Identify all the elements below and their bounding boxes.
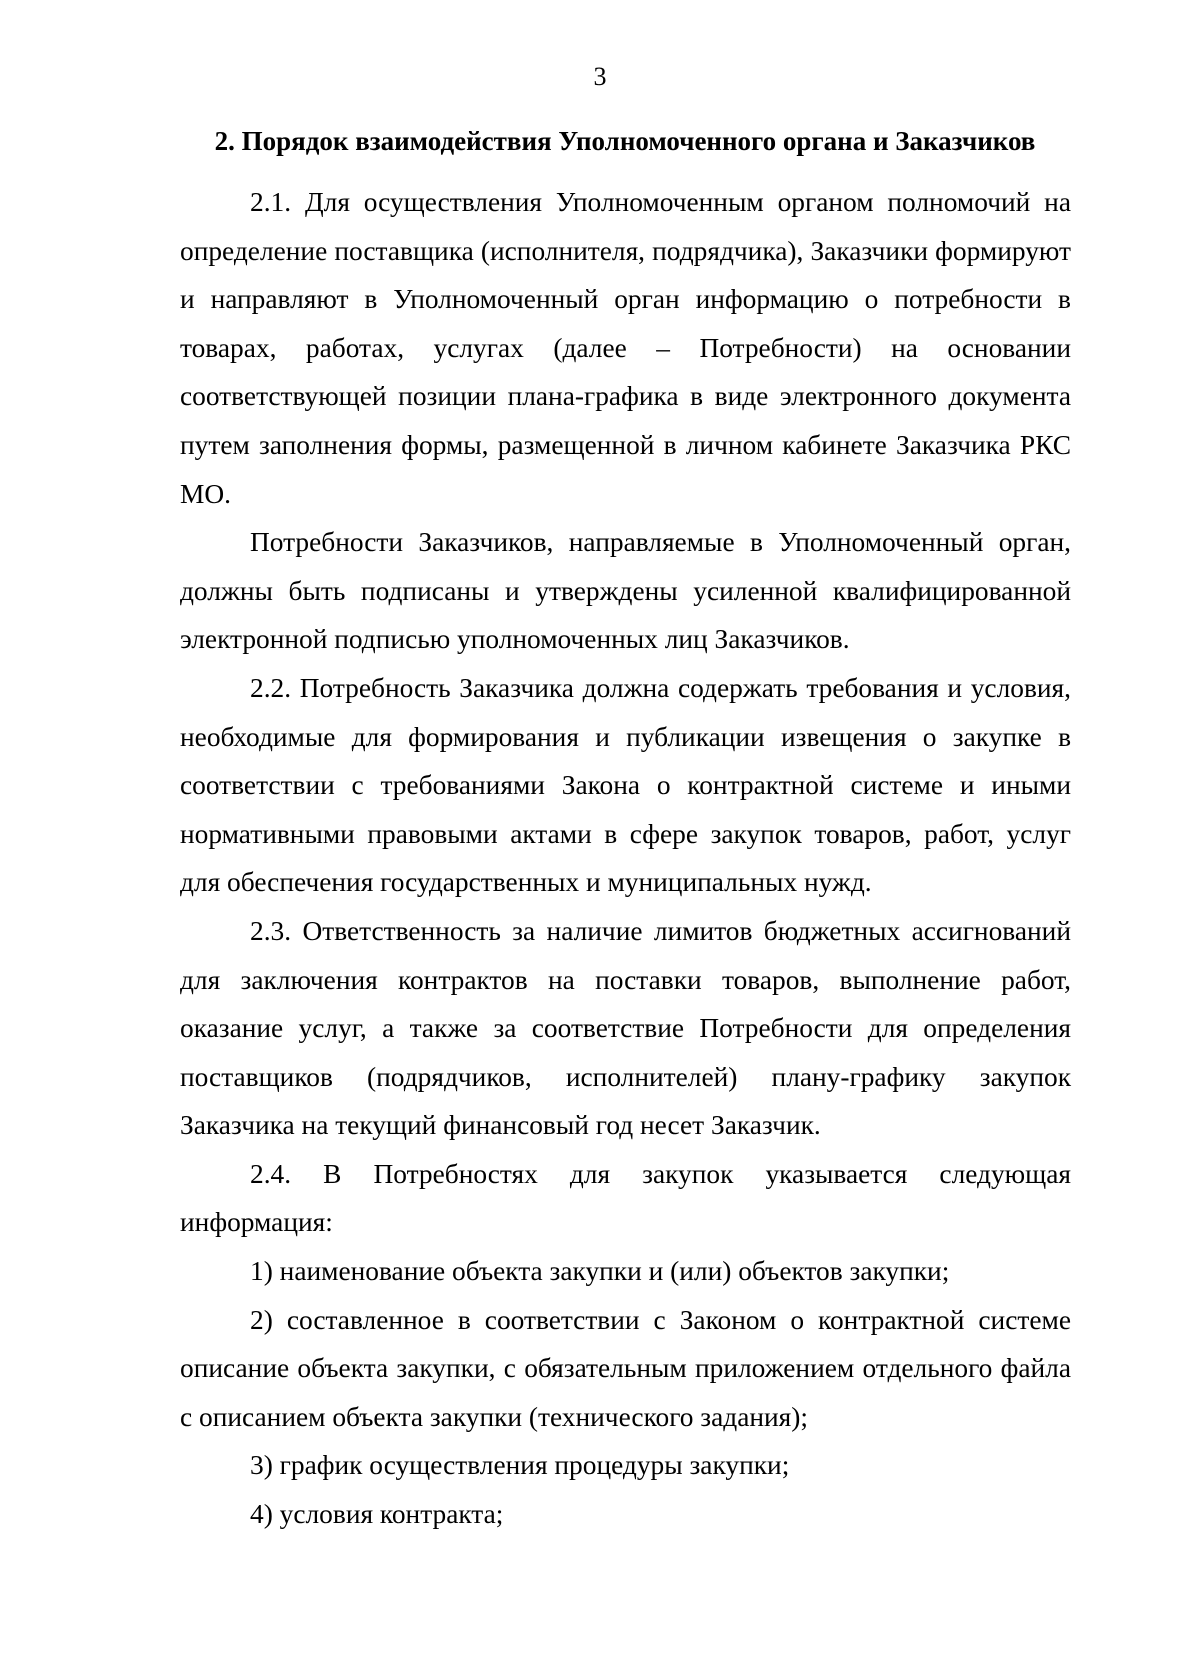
- page-number: 3: [593, 62, 607, 91]
- paragraph-2-2: 2.2. Потребность Заказчика должна содержать требования и условия, необходимые для формирования и публикации извещения о закупке в соответствии с требованиями Закона о контрактной системе и иными нормативными правовыми актами в сфере закупок товаров, работ, услуг для обеспечения государственных и муниципальных нужд.: [180, 672, 1071, 898]
- paragraph-2-4: 2.4. В Потребностях для закупок указывается следующая информация:: [180, 1158, 1071, 1238]
- paragraph-2-3: 2.3. Ответственность за наличие лимитов бюджетных ассигнований для заключения контрактов на поставки товаров, выполнение работ, оказание услуг, а также за соответствие Потребности для определения поставщиков (подрядчиков, исполнителей) плану-графику закупок Заказчика на текущий финансовый год несет Заказчик.: [180, 915, 1071, 1141]
- list-item-2: 2) составленное в соответствии с Законом о контрактной системе описание объекта закупки, с обязательным приложением отдельного файла с описанием объекта закупки (технического задания);: [180, 1304, 1071, 1432]
- list-item-4: 4) условия контракта;: [250, 1499, 504, 1530]
- document-body: [180, 178, 1071, 1539]
- paragraph-signature: Потребности Заказчиков, направляемые в Уполномоченный орган, должны быть подписаны и утверждены усиленной квалифицированной электронной подписью уполномоченных лиц Заказчиков.: [180, 527, 1071, 655]
- list-item-3: 3) график осуществления процедуры закупки;: [250, 1450, 790, 1481]
- list-item-1: 1) наименование объекта закупки и (или) объектов закупки;: [250, 1256, 950, 1287]
- section-heading: 2. Порядок взаимодействия Уполномоченного органа и Заказчиков: [214, 126, 1036, 156]
- paragraph-2-1: 2.1. Для осуществления Уполномоченным органом полномочий на определение поставщика (исполнителя, подрядчика), Заказчики формируют и направляют в Уполномоченный орган информацию о потребности в товарах, работах, услугах (далее – Потребности) на основании соответствующей позиции плана-графика в виде электронного документа путем заполнения формы, размещенной в личном кабинете Заказчика РКС МО.: [180, 187, 1071, 509]
